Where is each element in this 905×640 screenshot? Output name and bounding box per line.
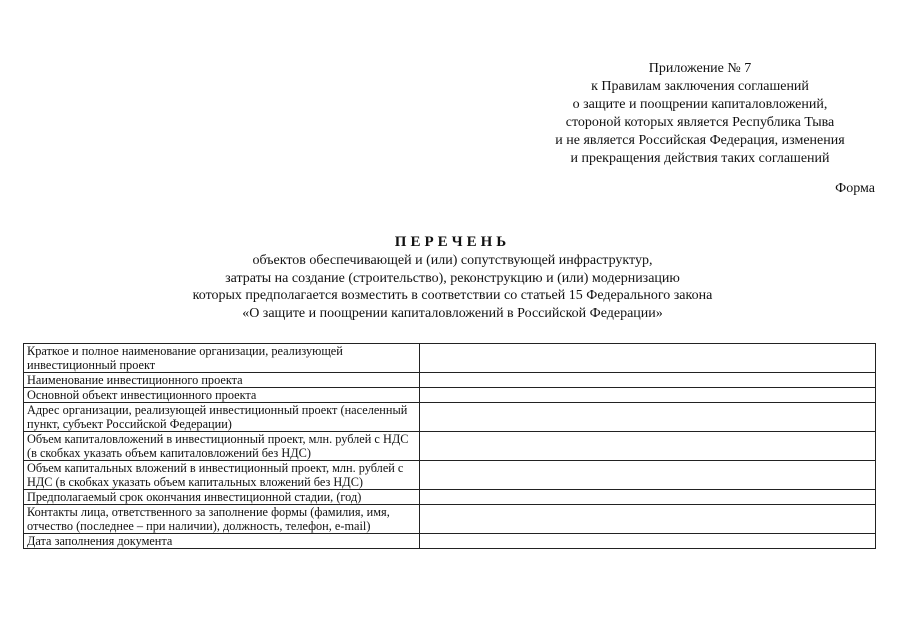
row-value[interactable]	[420, 373, 876, 388]
row-value[interactable]	[420, 461, 876, 490]
table-row	[24, 432, 876, 461]
subtitle-line: «О защите и поощрении капиталовложений в Российской Федерации»	[242, 305, 663, 321]
table-row	[24, 505, 876, 534]
document-title: ПЕРЕЧЕНЬ	[394, 234, 511, 250]
row-value[interactable]	[420, 505, 876, 534]
form-table	[23, 343, 876, 549]
table-row	[24, 461, 876, 490]
row-label: Предполагаемый срок окончания инвестиционной стадии, (год)	[24, 490, 420, 505]
appendix-line: и не является Российская Федерация, изменения	[555, 133, 845, 148]
row-label: Наименование инвестиционного проекта	[24, 373, 420, 388]
appendix-line: и прекращения действия таких соглашений	[570, 151, 830, 166]
row-label: Объем капитальных вложений в инвестиционный проект, млн. рублей с НДС (в скобках указать объем капитальных вложений без НДС)	[24, 461, 420, 490]
form-label: Форма	[835, 181, 875, 196]
table-row	[24, 490, 876, 505]
row-label: Основной объект инвестиционного проекта	[24, 388, 420, 403]
appendix-line: о защите и поощрении капиталовложений,	[572, 97, 828, 112]
subtitle-line: которых предполагается возместить в соответствии со статьей 15 Федерального закона	[192, 288, 713, 303]
row-label: Контакты лица, ответственного за заполнение формы (фамилия, имя, отчество (последнее – при наличии), должность, телефон, e-mail)	[24, 505, 420, 534]
appendix-line: стороной которых является Республика Тыва	[565, 115, 835, 130]
row-value[interactable]	[420, 388, 876, 403]
row-value[interactable]	[420, 344, 876, 373]
table-row	[24, 534, 876, 549]
table-row	[24, 388, 876, 403]
row-label: Объем капиталовложений в инвестиционный проект, млн. рублей с НДС (в скобках указать объем капиталовложений без НДС)	[24, 432, 420, 461]
appendix-line: Приложение № 7	[648, 61, 752, 76]
subtitle-line: объектов обеспечивающей и (или) сопутствующей инфраструктур,	[252, 253, 653, 268]
row-label: Дата заполнения документа	[24, 534, 420, 549]
table-row	[24, 373, 876, 388]
table-row	[24, 344, 876, 373]
title-block	[100, 232, 805, 322]
subtitle-line: затраты на создание (строительство), реконструкцию и (или) модернизацию	[225, 270, 680, 286]
row-label: Адрес организации, реализующей инвестиционный проект (населенный пункт, субъект Российской Федерации)	[24, 403, 420, 432]
row-value[interactable]	[420, 403, 876, 432]
row-value[interactable]	[420, 490, 876, 505]
document-subtitle	[100, 252, 805, 322]
appendix-line: к Правилам заключения соглашений	[591, 79, 809, 94]
appendix-header	[520, 60, 880, 168]
row-label: Краткое и полное наименование организации, реализующей инвестиционный проект	[24, 344, 420, 373]
table-row	[24, 403, 876, 432]
row-value[interactable]	[420, 534, 876, 549]
row-value[interactable]	[420, 432, 876, 461]
